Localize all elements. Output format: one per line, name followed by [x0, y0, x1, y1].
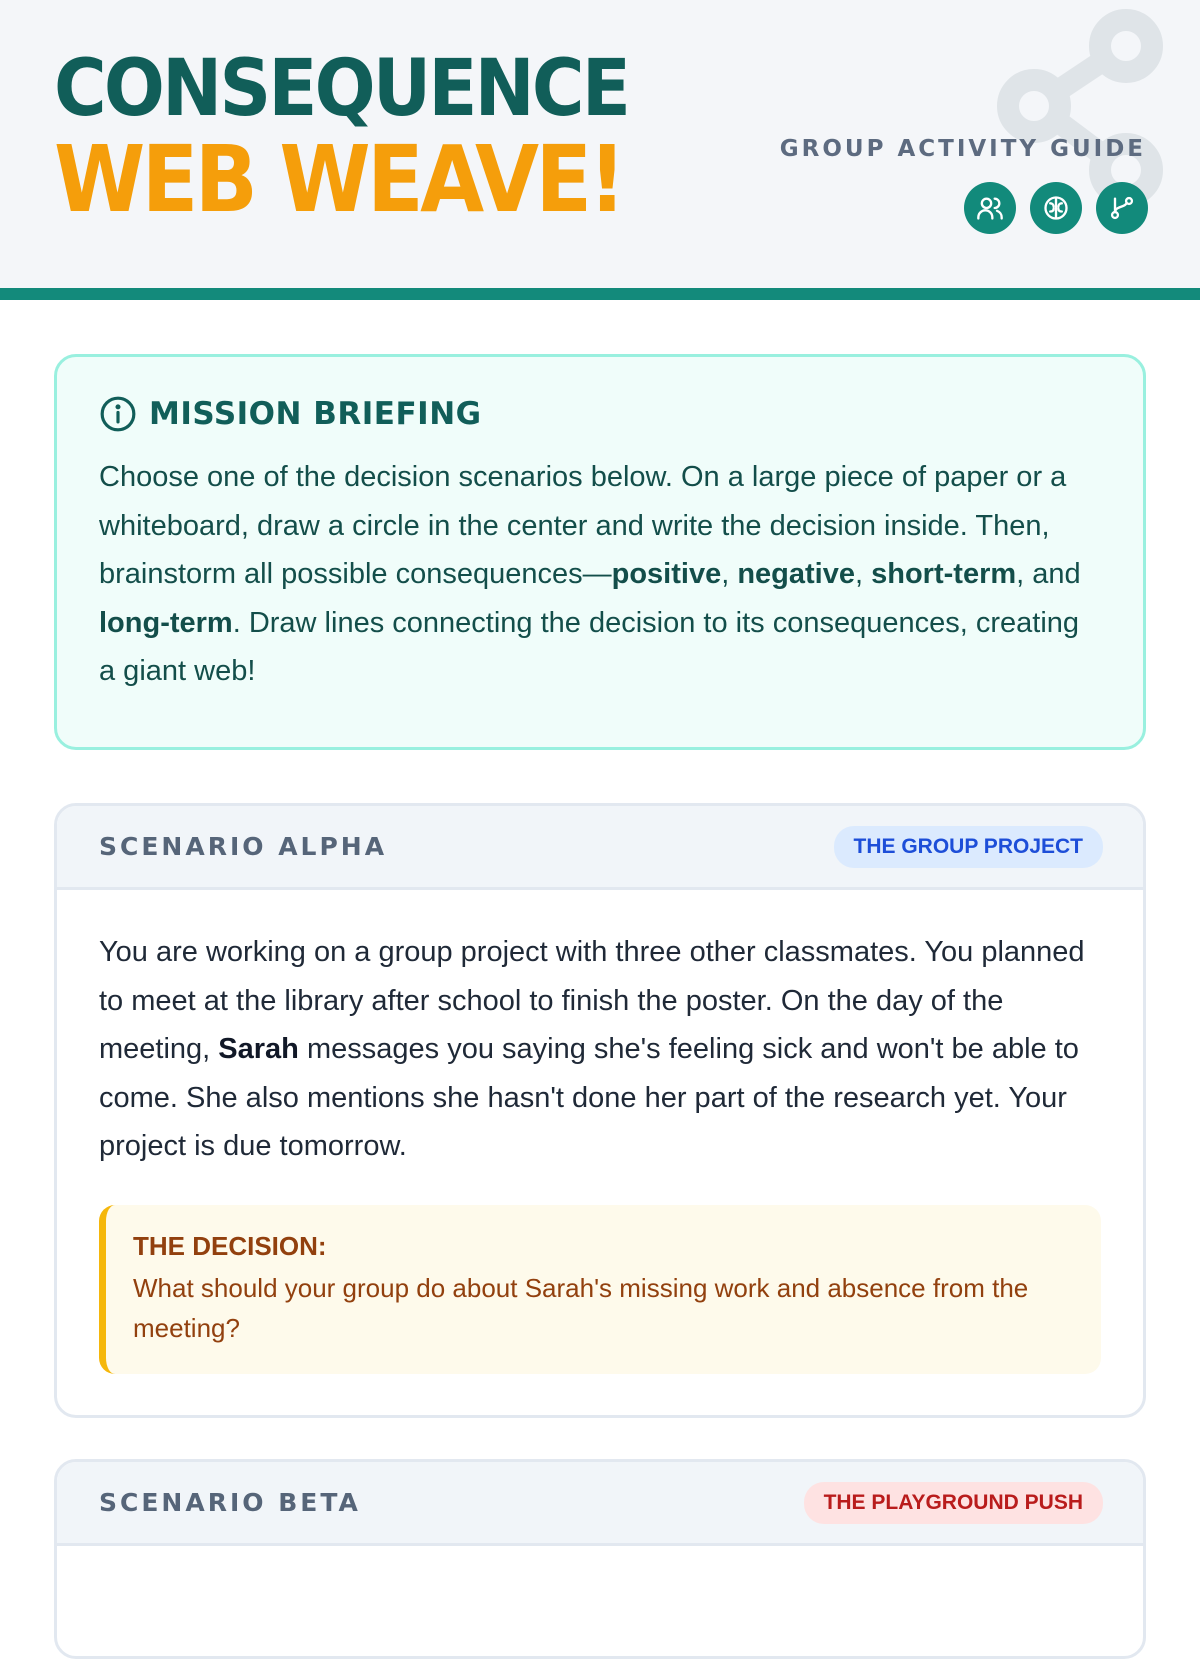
scenario-tag: THE GROUP PROJECT	[834, 826, 1103, 868]
decision-box	[99, 1205, 1101, 1374]
character-name: Sarah	[218, 1033, 299, 1065]
brain-icon	[1030, 182, 1082, 234]
branch-icon	[1096, 182, 1148, 234]
scenario-card-alpha	[54, 803, 1146, 1418]
briefing-text: Choose one of the decision scenarios below. On a large piece of paper or a whiteboard, draw a circle in the center and write the decision inside. Then, brainstorm all possible consequences—positive, negative, short-term, and long-term. Draw lines connecting the decision to its consequences, creating a giant web!	[99, 461, 1081, 687]
scenario-label: SCENARIO BETA	[99, 1488, 361, 1517]
scenario-header	[57, 806, 1143, 890]
users-icon	[964, 182, 1016, 234]
share-icon	[990, 6, 1190, 206]
briefing-title: MISSION BRIEFING	[149, 396, 482, 432]
info-icon	[99, 395, 137, 433]
badge-row	[964, 182, 1148, 234]
briefing-heading	[99, 395, 1101, 433]
guide-label: GROUP ACTIVITY GUIDE	[779, 136, 1146, 162]
decision-text: What should your group do about Sarah's missing work and absence from the meeting?	[133, 1272, 1029, 1343]
scenario-header	[57, 1462, 1143, 1546]
mission-briefing	[54, 354, 1146, 750]
header-divider	[0, 288, 1200, 300]
title-line-2: WEB WEAVE!	[54, 126, 623, 233]
page-header	[0, 0, 1200, 290]
scenario-tag: THE PLAYGROUND PUSH	[804, 1482, 1103, 1524]
scenario-card-beta	[54, 1459, 1146, 1659]
scenario-body	[57, 890, 1143, 1414]
scenario-story: You are working on a group project with three other classmates. You planned to meet at the library after school to finish the poster. On the day of the meeting, Sarah messages you saying she's feeling sick and won't be able to come. She also mentions she hasn't done her part of the research yet. Your project is due tomorrow.	[99, 936, 1085, 1162]
scenario-label: SCENARIO ALPHA	[99, 832, 388, 861]
decision-title: THE DECISION:	[133, 1230, 327, 1261]
title-line-1: CONSEQUENCE	[54, 44, 629, 134]
